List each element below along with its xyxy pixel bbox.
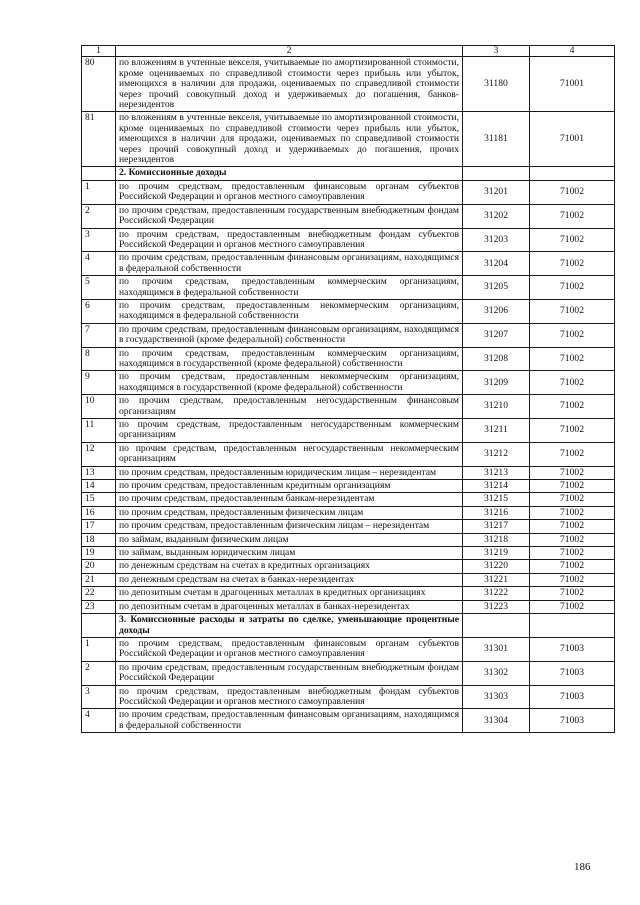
row-description: по прочим средствам, предоставленным негосударственным финансовым организациям — [116, 395, 463, 419]
table-row — [82, 395, 615, 419]
row-account-code: 31201 — [463, 180, 530, 204]
row-symbol-code: 71002 — [530, 533, 615, 546]
table-row — [82, 204, 615, 228]
row-description: по прочим средствам, предоставленным коммерческим организациям, находящимся в федеральной собственности — [116, 276, 463, 300]
row-account-code: 31211 — [463, 419, 530, 443]
row-account-code: 31209 — [463, 371, 530, 395]
accounts-table-body — [82, 46, 615, 733]
row-description: по прочим средствам, предоставленным внебюджетным фондам субъектов Российской Федерации и органов местного самоуправления — [116, 228, 463, 252]
row-symbol-code: 71002 — [530, 347, 615, 371]
row-account-code: 31216 — [463, 506, 530, 519]
row-symbol-code: 71002 — [530, 520, 615, 533]
row-account-code: 31221 — [463, 573, 530, 586]
table-row — [82, 228, 615, 252]
row-number: 14 — [82, 480, 116, 493]
row-account-code: 31217 — [463, 520, 530, 533]
row-symbol-code: 71001 — [530, 112, 615, 167]
table-row — [82, 57, 615, 112]
row-symbol-code: 71003 — [530, 637, 615, 661]
row-symbol-code: 71002 — [530, 395, 615, 419]
table-row — [82, 661, 615, 685]
row-symbol-code — [530, 167, 615, 180]
row-account-code: 31219 — [463, 547, 530, 560]
row-number: 3 — [82, 228, 116, 252]
row-account-code: 31210 — [463, 395, 530, 419]
row-symbol-code: 71002 — [530, 442, 615, 466]
page-number: 186 — [574, 861, 591, 873]
row-account-code: 31181 — [463, 112, 530, 167]
row-account-code — [463, 614, 530, 638]
row-number: 7 — [82, 323, 116, 347]
row-description: по вложениям в учтенные векселя, учитываемые по амортизированной стоимости, кроме оцениваемых по справедливой стоимости через прибыль или убыток, имеющихся в наличии для продажи, оцениваемых по справедливой стоимости через прочий совокупный доход и удерживаемых до погашения, прочих нерезидентов — [116, 112, 463, 167]
row-symbol-code: 71002 — [530, 299, 615, 323]
row-symbol-code: 71003 — [530, 685, 615, 709]
row-symbol-code: 71002 — [530, 480, 615, 493]
row-symbol-code: 71002 — [530, 587, 615, 600]
row-description: по прочим средствам, предоставленным физическим лицам — [116, 506, 463, 519]
table-row — [82, 347, 615, 371]
row-symbol-code: 71001 — [530, 57, 615, 112]
row-description: по прочим средствам, предоставленным финансовым организациям, находящимся в федеральной собственности — [116, 252, 463, 276]
row-symbol-code: 71002 — [530, 547, 615, 560]
row-symbol-code: 71002 — [530, 371, 615, 395]
row-description: по прочим средствам, предоставленным финансовым органам субъектов Российской Федерации и органов местного самоуправления — [116, 637, 463, 661]
row-number: 2 — [82, 661, 116, 685]
table-row — [82, 180, 615, 204]
row-description: по денежным средствам на счетах в кредитных организациях — [116, 560, 463, 573]
row-account-code: 31222 — [463, 587, 530, 600]
row-symbol-code: 71002 — [530, 276, 615, 300]
row-number: 15 — [82, 493, 116, 506]
row-number: 4 — [82, 252, 116, 276]
row-symbol-code: 71002 — [530, 252, 615, 276]
table-row — [82, 299, 615, 323]
row-number: 4 — [82, 709, 116, 733]
header-row — [82, 46, 615, 57]
row-account-code: 31202 — [463, 204, 530, 228]
row-description: по прочим средствам, предоставленным физическим лицам – нерезидентам — [116, 520, 463, 533]
row-number: 1 — [82, 180, 116, 204]
row-number: 3 — [82, 685, 116, 709]
row-description: по займам, выданным физическим лицам — [116, 533, 463, 546]
row-description: по прочим средствам, предоставленным юридическим лицам – нерезидентам — [116, 466, 463, 479]
row-description: по депозитным счетам в драгоценных металлах в кредитных организациях — [116, 587, 463, 600]
row-description: по вложениям в учтенные векселя, учитываемые по амортизированной стоимости, кроме оцениваемых по справедливой стоимости через прибыль или убыток, имеющихся в наличии для продажи, оцениваемых по справедливой стоимости через прочий совокупный доход и удерживаемых до погашения, банков-нерезидентов — [116, 57, 463, 112]
row-symbol-code: 71002 — [530, 419, 615, 443]
row-description: по денежным средствам на счетах в банках-нерезидентах — [116, 573, 463, 586]
accounts-table — [81, 45, 615, 733]
table-row — [82, 480, 615, 493]
section-heading-row — [82, 614, 615, 638]
row-description: по прочим средствам, предоставленным государственным внебюджетным фондам Российской Федерации — [116, 661, 463, 685]
row-symbol-code: 71002 — [530, 600, 615, 613]
row-description: по прочим средствам, предоставленным некоммерческим организациям, находящимся в государственной (кроме федеральной) собственности — [116, 371, 463, 395]
row-number — [82, 614, 116, 638]
row-number: 8 — [82, 347, 116, 371]
row-symbol-code: 71003 — [530, 709, 615, 733]
table-row — [82, 419, 615, 443]
row-number: 22 — [82, 587, 116, 600]
row-account-code: 31302 — [463, 661, 530, 685]
row-account-code: 31223 — [463, 600, 530, 613]
row-description: по займам, выданным юридическим лицам — [116, 547, 463, 560]
row-description: по депозитным счетам в драгоценных металлах в банках-нерезидентах — [116, 600, 463, 613]
table-row — [82, 573, 615, 586]
table-row — [82, 560, 615, 573]
table-row — [82, 587, 615, 600]
row-number: 16 — [82, 506, 116, 519]
row-account-code: 31303 — [463, 685, 530, 709]
table-row — [82, 276, 615, 300]
row-account-code: 31213 — [463, 466, 530, 479]
row-description: по прочим средствам, предоставленным негосударственным коммерческим организациям — [116, 419, 463, 443]
table-row — [82, 323, 615, 347]
row-account-code: 31214 — [463, 480, 530, 493]
table-row — [82, 533, 615, 546]
row-account-code: 31180 — [463, 57, 530, 112]
row-account-code: 31304 — [463, 709, 530, 733]
row-description: по прочим средствам, предоставленным банкам-нерезидентам — [116, 493, 463, 506]
row-description: по прочим средствам, предоставленным государственным внебюджетным фондам Российской Федерации — [116, 204, 463, 228]
row-symbol-code — [530, 614, 615, 638]
header-col-1: 1 — [82, 46, 116, 57]
row-description: по прочим средствам, предоставленным кредитным организациям — [116, 480, 463, 493]
row-account-code: 31301 — [463, 637, 530, 661]
row-description: по прочим средствам, предоставленным финансовым органам субъектов Российской Федерации и органов местного самоуправления — [116, 180, 463, 204]
table-row — [82, 520, 615, 533]
row-symbol-code: 71002 — [530, 466, 615, 479]
row-number — [82, 167, 116, 180]
row-symbol-code: 71002 — [530, 560, 615, 573]
row-account-code — [463, 167, 530, 180]
row-description: по прочим средствам, предоставленным некоммерческим организациям, находящимся в федеральной собственности — [116, 299, 463, 323]
row-description: 2. Комиссионные доходы — [116, 167, 463, 180]
row-symbol-code: 71002 — [530, 180, 615, 204]
table-row — [82, 506, 615, 519]
row-account-code: 31207 — [463, 323, 530, 347]
row-account-code: 31206 — [463, 299, 530, 323]
row-symbol-code: 71003 — [530, 661, 615, 685]
table-row — [82, 600, 615, 613]
table-row — [82, 252, 615, 276]
row-number: 13 — [82, 466, 116, 479]
row-account-code: 31218 — [463, 533, 530, 546]
table-row — [82, 547, 615, 560]
section-heading-row — [82, 167, 615, 180]
row-symbol-code: 71002 — [530, 323, 615, 347]
row-number: 10 — [82, 395, 116, 419]
row-number: 81 — [82, 112, 116, 167]
row-account-code: 31215 — [463, 493, 530, 506]
header-col-2: 2 — [116, 46, 463, 57]
row-number: 6 — [82, 299, 116, 323]
row-number: 5 — [82, 276, 116, 300]
row-account-code: 31220 — [463, 560, 530, 573]
row-account-code: 31208 — [463, 347, 530, 371]
row-number: 20 — [82, 560, 116, 573]
row-account-code: 31203 — [463, 228, 530, 252]
row-number: 11 — [82, 419, 116, 443]
row-number: 19 — [82, 547, 116, 560]
row-number: 23 — [82, 600, 116, 613]
table-row — [82, 709, 615, 733]
table-row — [82, 466, 615, 479]
row-symbol-code: 71002 — [530, 228, 615, 252]
row-symbol-code: 71002 — [530, 493, 615, 506]
row-symbol-code: 71002 — [530, 506, 615, 519]
row-number: 21 — [82, 573, 116, 586]
row-number: 80 — [82, 57, 116, 112]
table-row — [82, 493, 615, 506]
row-description: по прочим средствам, предоставленным коммерческим организациям, находящимся в государственной (кроме федеральной) собственности — [116, 347, 463, 371]
table-row — [82, 112, 615, 167]
row-description: по прочим средствам, предоставленным негосударственным некоммерческим организациям — [116, 442, 463, 466]
row-number: 12 — [82, 442, 116, 466]
row-account-code: 31212 — [463, 442, 530, 466]
row-number: 2 — [82, 204, 116, 228]
row-number: 9 — [82, 371, 116, 395]
row-symbol-code: 71002 — [530, 573, 615, 586]
row-description: по прочим средствам, предоставленным внебюджетным фондам субъектов Российской Федерации и органов местного самоуправления — [116, 685, 463, 709]
row-account-code: 31205 — [463, 276, 530, 300]
row-number: 17 — [82, 520, 116, 533]
header-col-3: 3 — [463, 46, 530, 57]
row-account-code: 31204 — [463, 252, 530, 276]
table-row — [82, 442, 615, 466]
header-col-4: 4 — [530, 46, 615, 57]
table-row — [82, 637, 615, 661]
row-number: 1 — [82, 637, 116, 661]
table-row — [82, 371, 615, 395]
row-description: 3. Комиссионные расходы и затраты по сделке, уменьшающие процентные доходы — [116, 614, 463, 638]
row-description: по прочим средствам, предоставленным финансовым организациям, находящимся в федеральной собственности — [116, 709, 463, 733]
row-number: 18 — [82, 533, 116, 546]
row-description: по прочим средствам, предоставленным финансовым организациям, находящимся в государственной (кроме федеральной) собственности — [116, 323, 463, 347]
row-symbol-code: 71002 — [530, 204, 615, 228]
table-row — [82, 685, 615, 709]
